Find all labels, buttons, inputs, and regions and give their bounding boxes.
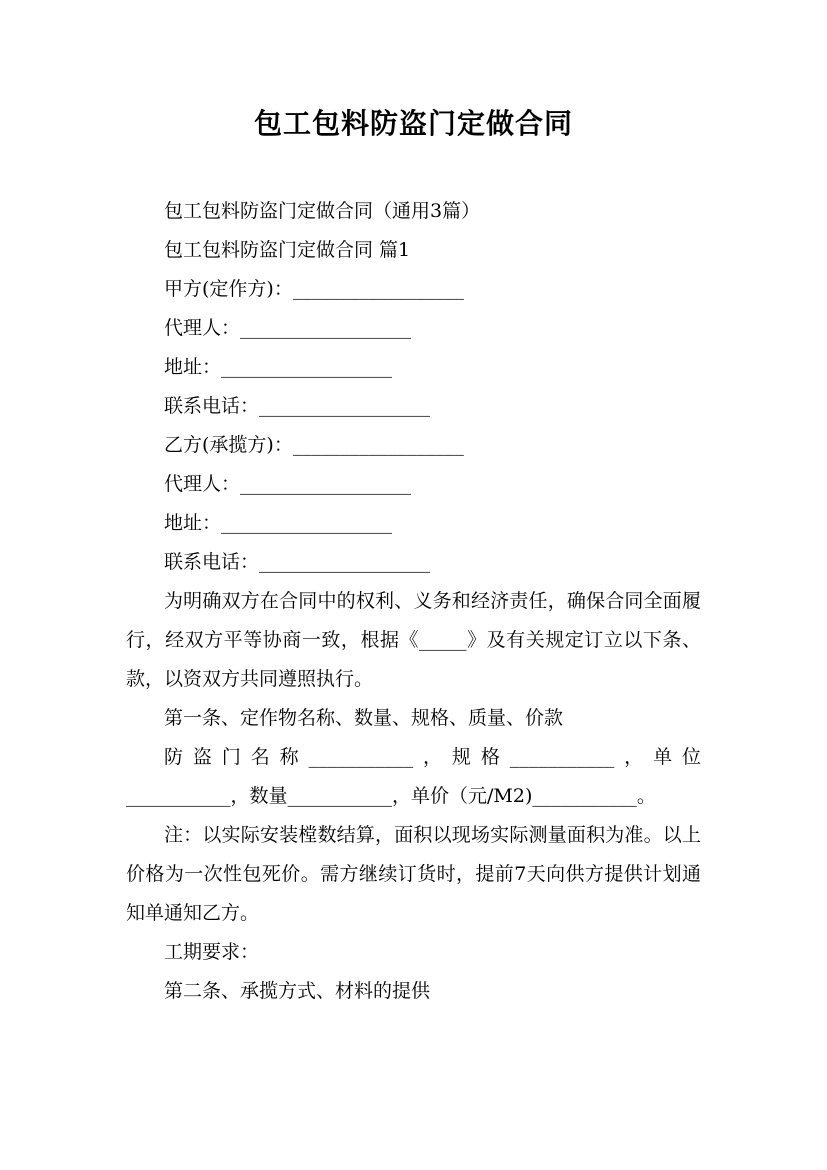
clause-2-heading: 第二条、承揽方式、材料的提供 (164, 980, 431, 1002)
clause-1-note: 注：以实际安装樘数结算，面积以现场实际测量面积为准。以上价格为一次性包死价。需方继续订货时，提前7天向供方提供计划通知单通知乙方。 (126, 824, 701, 924)
document-title: 包工包料防盗门定做合同 (253, 107, 573, 140)
clause-1-heading: 第一条、定作物名称、数量、规格、质量、价款 (164, 707, 564, 729)
paragraph-preamble: 为明确双方在合同中的权利、义务和经济责任，确保合同全面履行，经双方平等协商一致，根据《_____》及有关规定订立以下条、款，以资双方共同遵照执行。 (126, 590, 701, 690)
party-b-phone-field: 联系电话：__________________ (164, 551, 431, 573)
party-a-address-field: 地址：__________________ (164, 356, 393, 378)
paragraph-subtitle: 包工包料防盗门定做合同（通用3篇） (164, 200, 481, 222)
clause-1-details: 防盗门名称___________，规格___________，单位___________，数量___________，单价（元/M2)___________。 (126, 746, 701, 807)
document-body (126, 192, 701, 1011)
party-b-address-field: 地址：__________________ (164, 512, 393, 534)
schedule-requirement: 工期要求： (164, 941, 260, 963)
paragraph-section-heading: 包工包料防盗门定做合同 篇1 (164, 239, 411, 261)
party-b-agent-field: 代理人：__________________ (164, 473, 412, 495)
party-a-agent-field: 代理人：__________________ (164, 317, 412, 339)
party-a-field: 甲方(定作方)：__________________ (164, 278, 464, 300)
party-b-field: 乙方(承揽方)：__________________ (164, 434, 464, 456)
party-a-phone-field: 联系电话：__________________ (164, 395, 431, 417)
